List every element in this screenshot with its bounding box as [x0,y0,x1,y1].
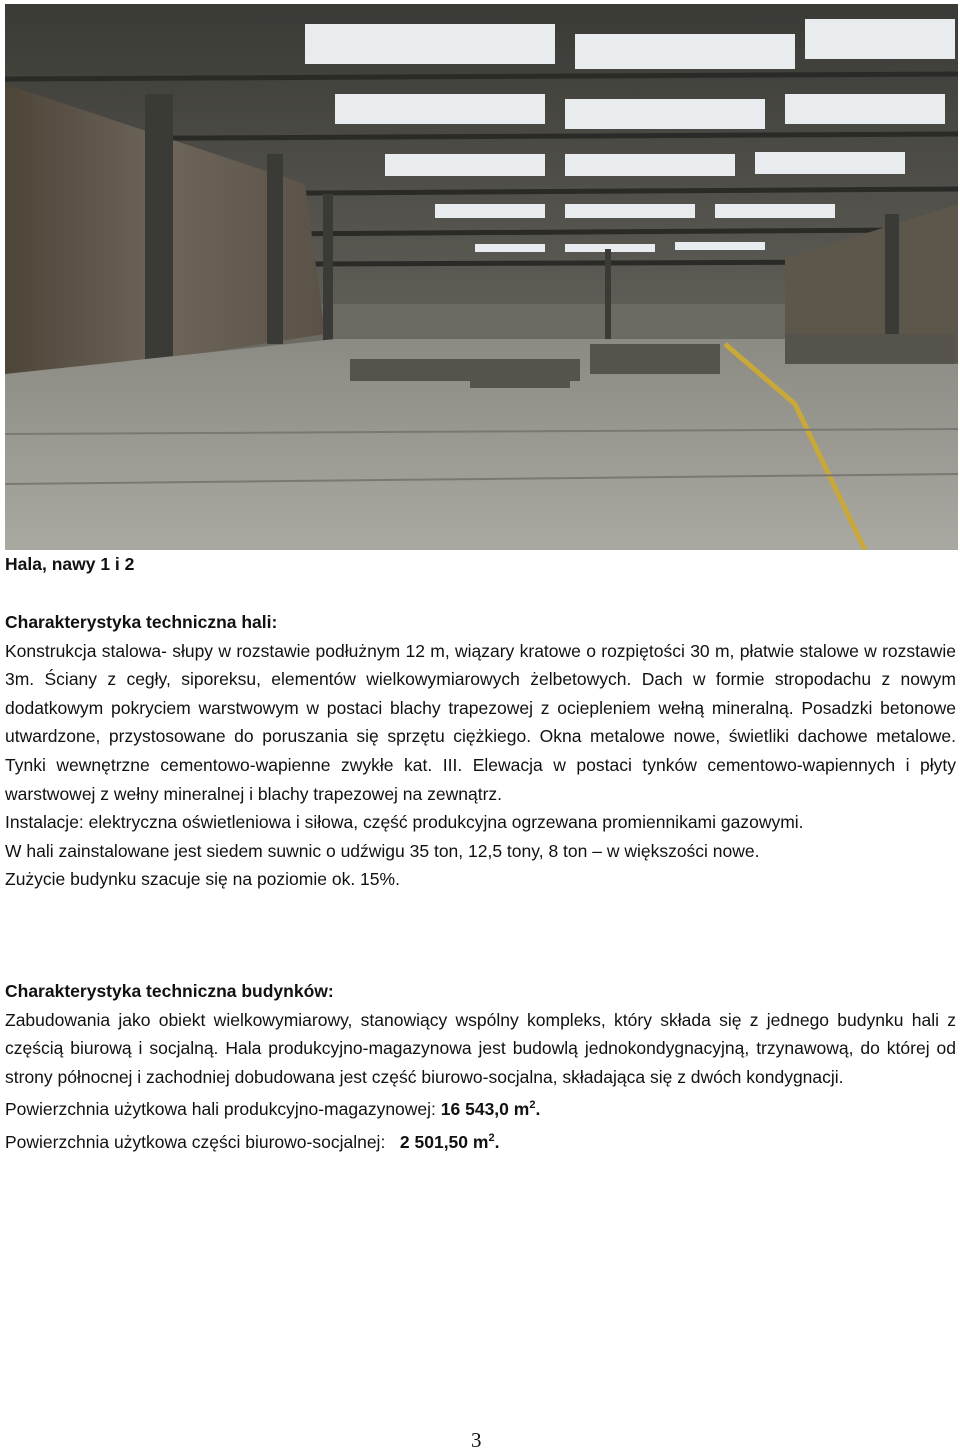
production-area-label: Powierzchnia użytkowa hali produkcyjno-magazynowej: [5,1099,436,1120]
factory-hall-photo [5,4,958,550]
production-area-value: 16 543,0 $m^2$. [440,1099,541,1120]
office-area-label: Powierzchnia użytkowa części biurowo-socjalnej: [5,1131,386,1152]
hall-technical-section [5,608,956,894]
buildings-description-paragraph: Zabudowania jako obiekt wielkowymiarowy, stanowiący wspólny kompleks, który składa się z jednego budynku hali z częścią biurową i socjalną. Hala produkcyjno-magazynowa jest budowlą jednokondygnacyjną, trzynawową, do której od strony północnej i zachodniej dobudowana jest część biurowo-socjalna, składająca się z dwóch kondygnacji. [5,1009,956,1087]
hall-construction-paragraph: Konstrukcja stalowa- słupy w rozstawie podłużnym 12 m, wiązary kratowe o rozpiętości 30 m, płatwie stalowe w rozstawie 3m. Ściany z cegły, siporeksu, elementów wielkowymiarowych żelbetowych. Dach w formie stropodachu z nowym dodatkowym pokryciem warstwowym w postaci blachy trapezowej z ociepleniem wełną mineralną. Posadzki betonowe utwardzone, przystosowane do poruszania się sprzętu ciężkiego. Okna metalowe nowe, świetliki dachowe metalowe. Tynki wewnętrzne cementowo-wapienne zwykłe kat. III. Elewacja w postaci tynków cementowo-wapiennych i płyty warstwowej z wełny mineralnej i blachy trapezowej na zewnątrz. [5,640,956,804]
office-area-value: 2 501,50 $m^2$. [399,1131,500,1152]
hall-wear-paragraph: Zużycie budynku szacuje się na poziomie ok. 15%. [5,869,400,890]
hall-installations-paragraph: Instalacje: elektryczna oświetleniowa i siłowa, część produkcyjna ogrzewana promiennikami gazowymi. [5,812,804,833]
hall-section-heading: Charakterystyka techniczna hali: [5,612,278,632]
hall-cranes-paragraph: W hali zainstalowane jest siedem suwnic o udźwigu 35 ton, 12,5 tony, 8 ton – w większości nowe. [5,840,760,861]
office-area-line [5,1124,956,1156]
buildings-technical-section [5,977,956,1156]
page-number: 3 [471,1428,482,1452]
buildings-section-heading: Charakterystyka techniczna budynków: [5,981,334,1001]
production-area-line [5,1091,956,1123]
document-title: Hala, nawy 1 i 2 [5,554,135,574]
